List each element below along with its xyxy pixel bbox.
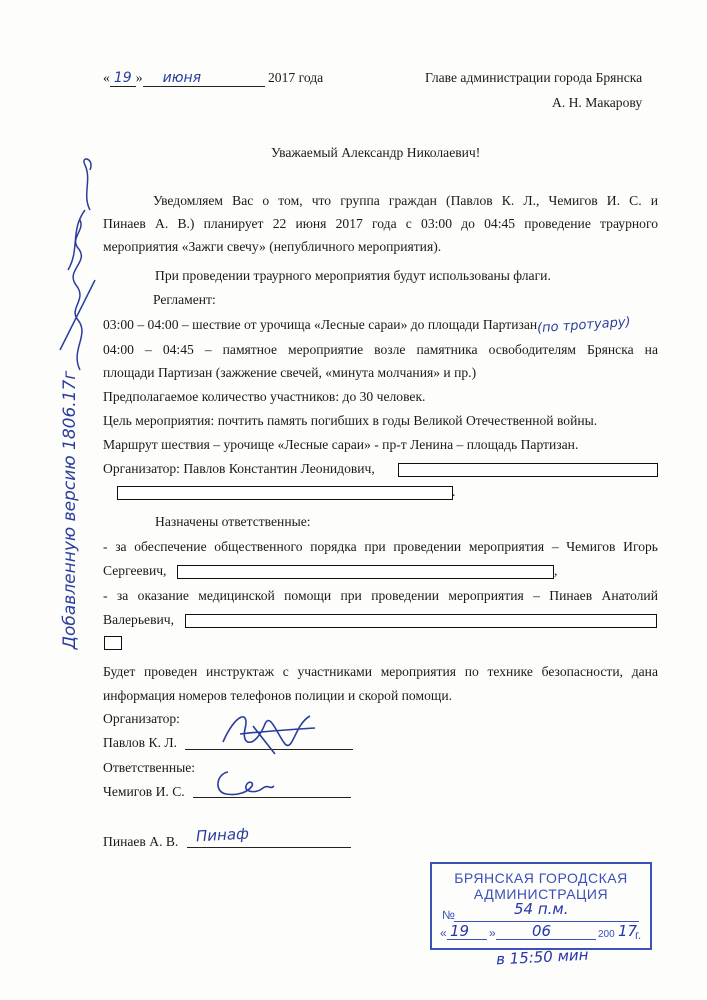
date-day: 19 bbox=[110, 70, 136, 87]
date-line: « 19 » июня 2017 года bbox=[103, 70, 324, 86]
stamp-number-value: 54 п.м. bbox=[514, 900, 569, 918]
responsible-2-line1: - за оказание медицинской помощи при проведении мероприятия – Пинаев Анатолий bbox=[103, 588, 658, 603]
margin-handwritten-note: Добавленную версию 1806.17г bbox=[60, 370, 80, 650]
stamp-number-label: № bbox=[442, 908, 455, 922]
stamp-year-prefix: 200 bbox=[598, 929, 615, 940]
redacted-box bbox=[398, 463, 658, 477]
regulation-item-2-line2: площади Партизан (зажжение свечей, «минута молчания» и пр.) bbox=[103, 365, 477, 380]
p1-line3: мероприятия «Зажги свечу» (непубличного мероприятия). bbox=[103, 239, 442, 254]
briefing-line2: информация номеров телефонов полиции и скорой помощи. bbox=[103, 688, 453, 703]
responsible-1-line1: - за обеспечение общественного порядка при проведении мероприятия – Чемигов Игорь bbox=[103, 539, 658, 554]
stamp-line1: БРЯНСКАЯ ГОРОДСКАЯ bbox=[454, 870, 628, 886]
organizer-line-end: . bbox=[452, 484, 456, 499]
stamp-month: 06 bbox=[532, 922, 552, 940]
registration-stamp bbox=[430, 862, 652, 950]
signature-line bbox=[187, 847, 351, 848]
responsible-1-line2: Сергеевич, bbox=[103, 563, 167, 578]
stamp-day: 19 bbox=[450, 922, 470, 940]
stamp-year-suffix: 17 bbox=[618, 922, 638, 940]
date-month: июня bbox=[143, 70, 265, 87]
organizer-sign-label: Организатор: bbox=[103, 711, 180, 726]
addressee-line1: Главе администрации города Брянска bbox=[425, 70, 643, 85]
event-goal: Цель мероприятия: почтить память погибших в годы Великой Отечественной войны. bbox=[103, 413, 598, 428]
responsible-2-sign-name: Пинаев А. В. bbox=[103, 834, 179, 849]
briefing-line1: Будет проведен инструктаж с участниками мероприятия по технике безопасности, дана bbox=[103, 664, 658, 679]
salutation: Уважаемый Александр Николаевич! bbox=[271, 145, 481, 160]
redacted-box bbox=[185, 614, 657, 628]
redacted-box bbox=[104, 636, 122, 650]
organizer-sign-name: Павлов К. Л. bbox=[103, 735, 177, 750]
stamp-year-label: г. bbox=[635, 928, 642, 942]
event-route: Маршрут шествия – урочище «Лесные сараи» - пр-т Ленина – площадь Партизан. bbox=[103, 437, 579, 452]
participants-count: Предполагаемое количество участников: до 30 человек. bbox=[103, 389, 426, 404]
organizer-line: Организатор: Павлов Константин Леонидович, bbox=[103, 461, 375, 476]
stamp-open-quote: « bbox=[440, 926, 447, 940]
stamp-line2: АДМИНИСТРАЦИЯ bbox=[473, 886, 609, 902]
p1-line1: Уведомляем Вас о том, что группа граждан (Павлов К. Л., Чемигов И. С. и bbox=[153, 193, 658, 208]
handwritten-note-sidewalk: (по тротуару) bbox=[536, 314, 632, 337]
responsible-title: Назначены ответственные: bbox=[155, 514, 311, 529]
stamp-close-quote: » bbox=[489, 926, 496, 940]
stamp-time-note: в 15:50 мин bbox=[495, 945, 589, 969]
p1-line2: Пинаев А. В.) планирует 22 июня 2017 года с 03:00 до 04:45 проведение траурного bbox=[103, 216, 658, 231]
redacted-box bbox=[177, 565, 554, 579]
signature-pinaev: Пинаф bbox=[195, 824, 250, 846]
signature-chemigov bbox=[208, 764, 278, 800]
signature-pavlov bbox=[215, 704, 325, 759]
responsible-sign-label: Ответственные: bbox=[103, 760, 196, 775]
p2-flags: При проведении траурного мероприятия будут использованы флаги. bbox=[155, 268, 551, 283]
responsible-1-end: , bbox=[554, 563, 558, 578]
responsible-2-line2: Валерьевич, bbox=[103, 612, 174, 627]
redacted-box bbox=[117, 484, 456, 500]
responsible-1-sign-name: Чемигов И. С. bbox=[103, 784, 185, 799]
regulation-item-2-line1: 04:00 – 04:45 – памятное мероприятие возле памятника освободителям Брянска на bbox=[103, 342, 658, 357]
date-year: 2017 года bbox=[268, 70, 324, 85]
regulation-item-1: 03:00 – 04:00 – шествие от урочища «Лесные сараи» до площади Партизан(по тротуару) bbox=[103, 314, 632, 337]
addressee-line2: А. Н. Макарову bbox=[552, 95, 643, 110]
margin-signature bbox=[40, 150, 110, 380]
regulation-title: Регламент: bbox=[153, 292, 216, 307]
